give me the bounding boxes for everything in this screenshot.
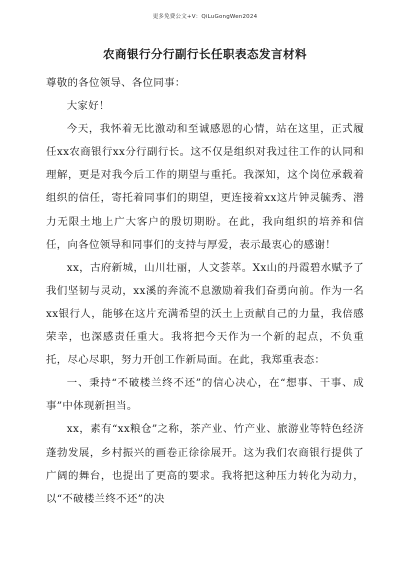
paragraph-local-intro: xx，古府新城，山川壮丽，人文荟萃。Xx山的丹霞碧水赋予了我们坚韧与灵动，xx溪的奔流不息激励着我们奋勇向前。作为一名xx银行人，能够在这片充满希望的沃土上贡献自己的力量，我倍感荣幸，也深感责任重大。我将把今天作为一个新的起点，不负重托，尽心尽职，努力开创工作新局面。在此，我郑重表态： [46,261,364,367]
paragraph-opening: 今天，我怀着无比激动和至诚感恩的心情，站在这里，正式履任xx农商银行xx分行副行长。这不仅是组织对我过往工作的认同和理解，更是对我今后工作的期望与重托。我深知，这个岗位承载着组织的信任，寄托着同事们的期望，更连接着xx这片钟灵毓秀、潜力无限土地上广大客户的殷切期盼。在此，我向组织的培养和信任，向各位领导和同事们的支持与厚爱，表示最衷心的感谢！ [46,123,364,251]
greeting: 大家好！ [66,100,110,113]
salutation: 尊敬的各位领导、各位同事： [46,77,186,89]
document-title: 农商银行分行副行长任职表态发言材料 [103,47,307,61]
document-body [46,72,364,511]
section-heading-1: 一、秉持“不破楼兰终不还”的信心决心，在“想事、干事、成事”中体现新担当。 [46,377,364,413]
header-note: 更多免费公文+V：QiLuGongWen2024 [152,14,258,20]
paragraph-section-1: xx，素有“xx粮仓”之称，茶产业、竹产业、旅游业等特色经济蓬勃发展，乡村振兴的画卷正徐徐展开。这为我们农商银行提供了广阔的舞台，也提出了更高的要求。我将把这种压力转化为动力，以“不破楼兰终不还”的决 [46,423,364,505]
